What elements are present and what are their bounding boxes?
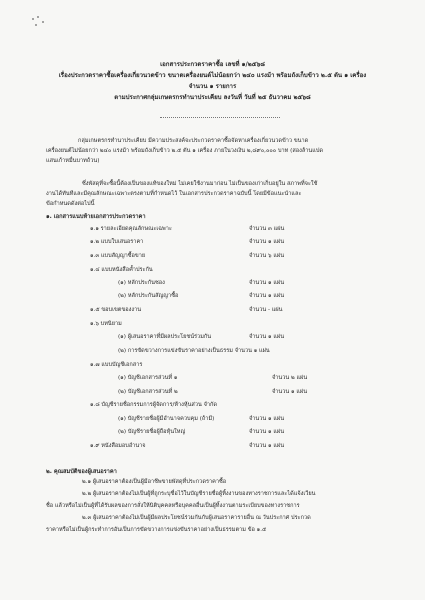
attachment-item-label: (๑) บัญชีเอกสารส่วนที่ ๑: [118, 375, 178, 381]
header-line-4: ตามประกาศกลุ่มเกษตรกรทำนาประเคียบ ลงวันที่ วันที่ ๒๕ ธันวาคม ๒๕๖๘: [114, 94, 311, 101]
attachment-item-quantity: จำนวน - แผ่น: [249, 307, 283, 313]
attachment-item-label: ๑.๘ บัญชีรายชื่อกรรมการผู้จัดการ/ห้างหุ้นส่วน จำกัด: [90, 402, 218, 408]
attachment-item-label: (๒) บัญชีรายชื่อผู้ถือหุ้นใหญ่: [118, 429, 186, 435]
attachment-item-quantity: จำนวน ๑ แผ่น: [249, 416, 285, 422]
attachment-item-quantity: จำนวน ๑ แผ่น: [272, 389, 308, 395]
attachment-item-quantity: จำนวน ๑ แผ่น: [249, 443, 285, 449]
qualification-line-2: ๒.๒ ผู้เสนอราคาต้องไม่เป็นผู้ที่ถูกระบุชื่อไว้ในบัญชีรายชื่อผู้ทิ้งงานของทางราชการและได้แจ้งเวียน: [82, 491, 316, 497]
attachment-item-label: ๑.๙ หนังสือมอบอำนาจ: [90, 443, 146, 449]
attachment-item-label: ๑.๗ แบบบัญชีเอกสาร: [90, 362, 143, 368]
attachment-item-label: (๒) บัญชีเอกสารส่วนที่ ๒: [118, 389, 178, 395]
attachment-item-label: ๑.๖ บทนิยาม: [90, 321, 122, 327]
document-header: [0, 59, 425, 103]
qualification-line-1: ๒.๑ ผู้เสนอราคาต้องเป็นผู้มีอาชีพขายพัสดุที่ประกวดราคาซื้อ: [82, 479, 227, 485]
attachment-item-quantity: จำนวน ๑ แผ่น: [249, 280, 285, 286]
attachment-item-label: ๑.๔ แบบหนังสือค้ำประกัน: [90, 267, 153, 273]
header-line-2: เรื่องประกวดราคาซื้อเครื่องเกี่ยวนวดข้าว ขนาดเครื่องยนต์ไม่น้อยกว่า ๒๔๐ แรงม้า พร้อมถังเก็บข้าว ๒.๕ ตัน ๑ เครื่อง: [58, 72, 367, 79]
attachment-item-label: (๑) หลักประกันซอง: [118, 280, 165, 286]
attachment-item-label: (๒) การขัดขวางการแข่งขันราคาอย่างเป็นธรรม จำนวน ๑ แผ่น: [118, 348, 270, 354]
attachment-item-quantity: จำนวน ๑ แผ่น: [249, 239, 285, 245]
qualification-line-5: ราคาหรือไม่เป็นผู้กระทำการอันเป็นการขัดขวางการแข่งขันราคาอย่างเป็นธรรมตาม ข้อ ๑.๕: [46, 527, 267, 533]
scan-speck-marks: [30, 14, 48, 28]
attachment-item-label: (๑) ผู้เสนอราคาที่มีผลประโยชน์ร่วมกัน: [118, 334, 212, 340]
header-divider: [160, 117, 280, 118]
section-1-title: ๑. เอกสารแนบท้ายเอกสารประกวดราคา: [46, 214, 146, 220]
header-line-3: จำนวน ๑ รายการ: [188, 83, 237, 90]
attachment-item-label: ๑.๕ ขอบเขตของงาน: [90, 307, 142, 313]
intro-line-2: เครื่องยนต์ไม่น้อยกว่า ๒๔๐ แรงม้า พร้อมถังเก็บข้าว ๒.๕ ตัน ๑ เครื่อง ภายในวงเงิน ๒,๘๙๐,๐๐๐ บาท (สองล้านแปด: [46, 148, 324, 154]
attachment-item-label: ๑.๑ รายละเอียดคุณลักษณะเฉพาะ: [90, 226, 172, 232]
qualification-line-4: ๒.๓ ผู้เสนอราคาต้องไม่เป็นผู้มีผลประโยชน์ร่วมกันกับผู้เสนอราคารายอื่น ณ วันประกาศ ประกวด: [82, 515, 311, 521]
attachment-item-label: (๑) บัญชีรายชื่อผู้มีอำนาจควบคุม (ถ้ามี): [118, 416, 215, 422]
para2-line-2: งานได้ทันทีและมีคุณลักษณะเฉพาะตรงตามที่กำหนดไว้ ในเอกสารประกวดราคาฉบับนี้ โดยมีข้อแนะนำและ: [46, 191, 302, 197]
attachment-item-label: ๑.๒ แบบใบเสนอราคา: [90, 239, 144, 245]
attachment-item-label: ๑.๓ แบบสัญญาซื้อขาย: [90, 253, 146, 259]
attachment-item-quantity: จำนวน ๑ แผ่น: [249, 334, 285, 340]
qualification-line-3: ชื่อ แล้วหรือไม่เป็นผู้ที่ได้รับผลของการสั่งให้นิติบุคคลหรือบุคคลอื่นเป็นผู้ทิ้งงานตามระเบียบของทางราชการ: [46, 503, 300, 509]
attachment-item-quantity: จำนวน ๑ แผ่น: [249, 293, 285, 299]
attachment-item-label: (๒) หลักประกันสัญญาซื้อ: [118, 293, 179, 299]
attachment-item-quantity: จำนวน ๒ แผ่น: [272, 375, 308, 381]
intro-line-1: กลุ่มเกษตรกรทำนาประเคียบ มีความประสงค์จะประกวดราคาซื้อจัดหาเครื่องเกี่ยวนวดข้าว ขนาด: [78, 138, 309, 144]
para2-line-3: ข้อกำหนดดังต่อไปนี้: [46, 201, 95, 207]
attachment-item-quantity: จำนวน ๑ แผ่น: [249, 429, 285, 435]
section-2-title: ๒. คุณสมบัติของผู้เสนอราคา: [46, 469, 117, 475]
intro-line-3: แสนเก้าหมื่นบาทถ้วน): [46, 158, 100, 164]
attachment-item-quantity: จำนวน ๖ แผ่น: [249, 253, 285, 259]
attachment-item-quantity: จำนวน ๓ แผ่น: [249, 226, 285, 232]
header-line-1: เอกสารประกวดราคาซื้อ เลขที่ ๑/๒๕๖๘: [160, 61, 265, 68]
para2-line-1: ซึ่งพัสดุที่จะซื้อนี้ต้องเป็นของแท้ของใหม่ ไม่เคยใช้งานมาก่อน ไม่เป็นของเก่าเก็บอยู่ใน สภาพที่จะใช้: [82, 181, 318, 187]
